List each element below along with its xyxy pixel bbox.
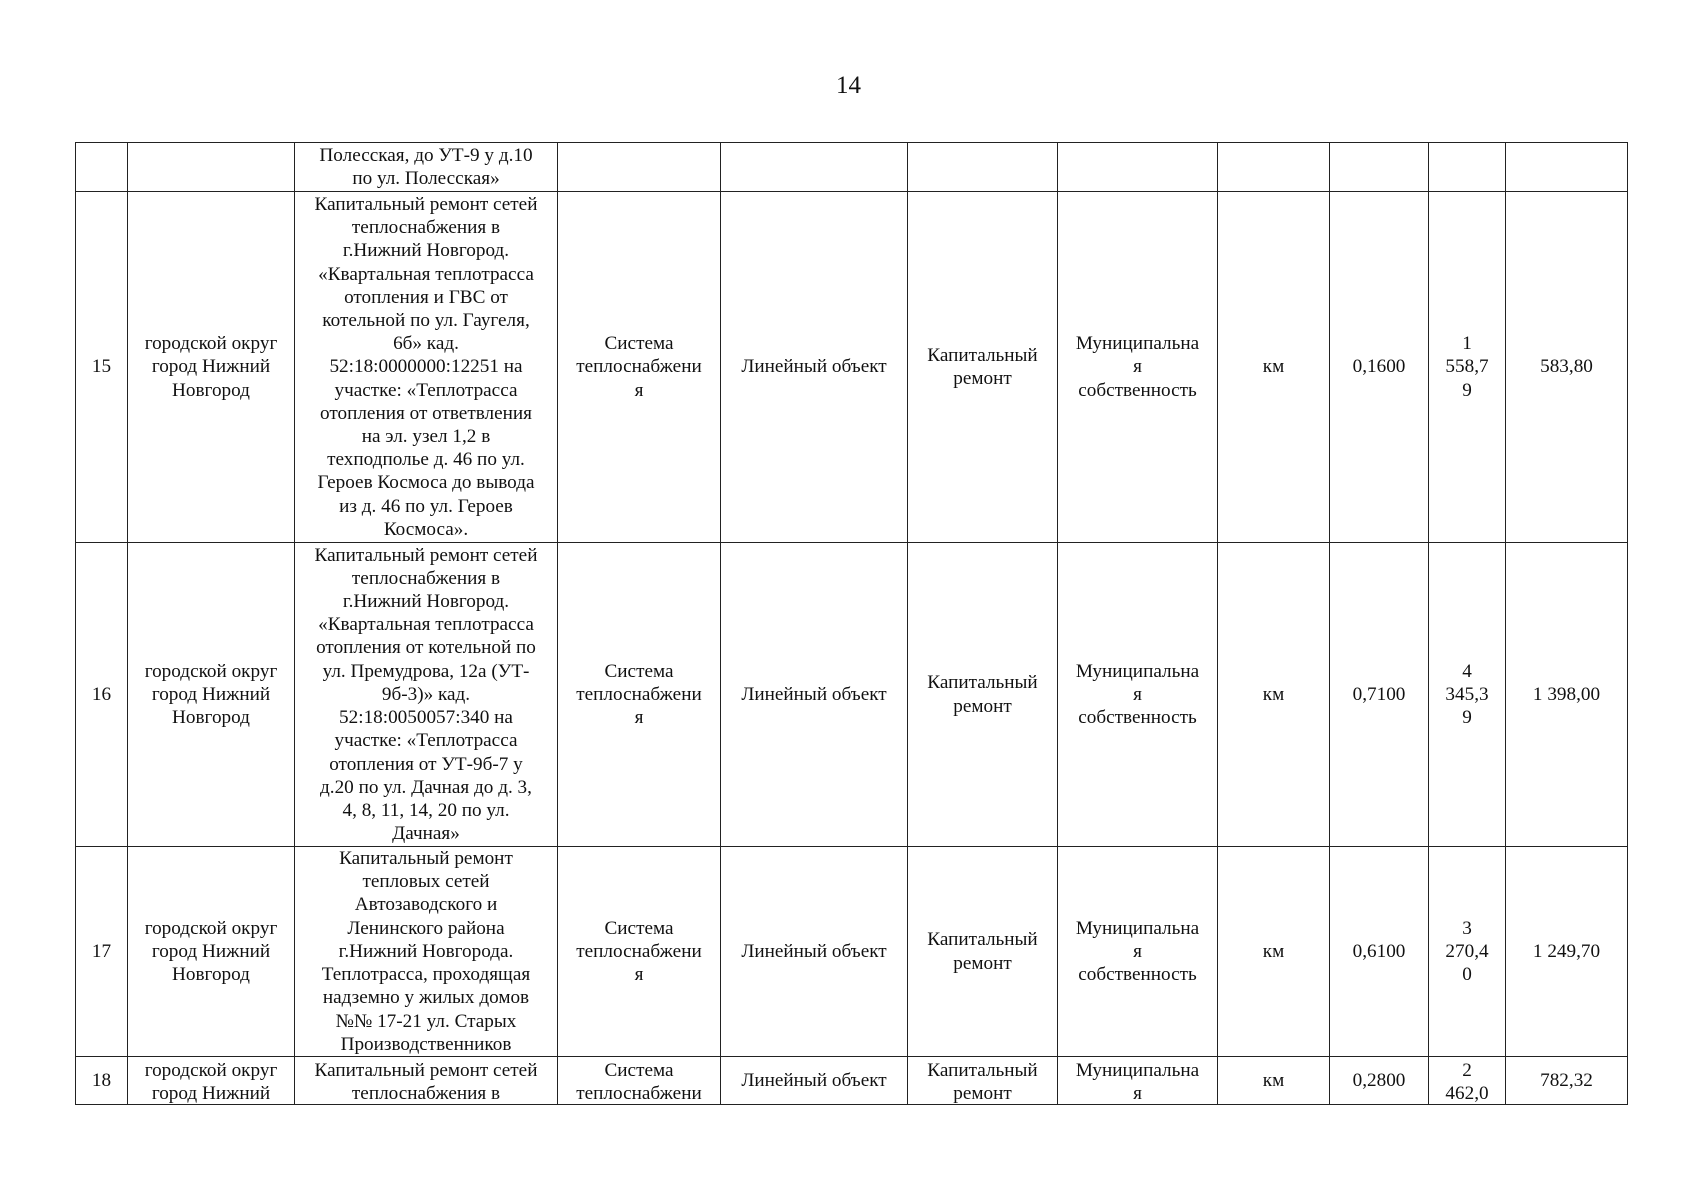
system-line: Система xyxy=(604,333,674,355)
value1-line: 462,0 xyxy=(1445,1082,1489,1103)
cell-unit: км xyxy=(1218,847,1330,1057)
cell-object-type: Линейный объект xyxy=(721,1057,908,1105)
cell-value1 xyxy=(1429,1057,1506,1105)
cell-description xyxy=(295,543,558,847)
cell-clip xyxy=(561,1059,717,1103)
description-line: 9б-3)» кад. xyxy=(381,683,471,705)
cell-description xyxy=(295,143,558,192)
municipality-line: городской округ xyxy=(144,1059,278,1081)
cell-system xyxy=(558,847,721,1057)
description-line: котельной по ул. Гаугеля, xyxy=(322,309,530,331)
description-line: отопления от УТ-9б-7 у xyxy=(329,753,523,775)
system-line: теплоснабжени xyxy=(576,683,702,705)
cell-num: 16 xyxy=(76,543,128,847)
cell-description xyxy=(295,847,558,1057)
cell-object-type: Линейный объект xyxy=(721,543,908,847)
system-line: я xyxy=(634,379,644,401)
cell-object-type: Линейный объект xyxy=(721,847,908,1057)
description-line: Ленинского района xyxy=(347,917,505,939)
cell-value2 xyxy=(1506,143,1628,192)
ownership-line: я xyxy=(1133,1082,1142,1103)
value1-line: 9 xyxy=(1462,707,1472,729)
cell-work-type xyxy=(908,192,1058,543)
cell-unit xyxy=(1218,143,1330,192)
ownership-line: я xyxy=(1133,683,1142,705)
description-line: г.Нижний Новгород. xyxy=(342,240,510,262)
ownership-line: Муниципальна xyxy=(1075,1059,1200,1081)
cell-municipality xyxy=(128,847,295,1057)
municipality-line: город Нижний xyxy=(151,940,271,962)
description-line: отопления и ГВС от xyxy=(344,286,508,308)
work-type-line: Капитальный xyxy=(927,344,1038,366)
ownership-line: Муниципальна xyxy=(1075,333,1200,355)
cell-description xyxy=(295,192,558,543)
cell-length: 0,6100 xyxy=(1330,847,1429,1057)
description-line: Автозаводского и xyxy=(354,894,498,916)
description-line: Капитальный ремонт xyxy=(339,848,513,870)
cell-system xyxy=(558,192,721,543)
municipality-line: город Нижний xyxy=(151,1082,271,1103)
value1-line: 2 xyxy=(1462,1059,1472,1081)
description-line: теплоснабжения в xyxy=(351,217,501,239)
cell-clip xyxy=(1432,1059,1502,1103)
table-row-partial xyxy=(76,1057,1628,1105)
system-line: Система xyxy=(604,1059,674,1081)
cell-unit: км xyxy=(1218,543,1330,847)
description-line: надземно у жилых домов xyxy=(322,987,530,1009)
cell-system xyxy=(558,143,721,192)
cell-municipality xyxy=(128,192,295,543)
description-line: 52:18:0050057:340 на xyxy=(339,707,513,729)
cell-length xyxy=(1330,143,1429,192)
cell-work-type xyxy=(908,143,1058,192)
cell-ownership xyxy=(1058,847,1218,1057)
work-type-line: Капитальный xyxy=(927,1059,1038,1081)
cell-num xyxy=(76,143,128,192)
description-line: Дачная» xyxy=(392,823,460,845)
table-row xyxy=(76,543,1628,847)
cell-value1 xyxy=(1429,143,1506,192)
work-type-line: ремонт xyxy=(953,952,1012,974)
cell-unit: км xyxy=(1218,1057,1330,1105)
description-line: ул. Премудрова, 12а (УТ- xyxy=(322,660,530,682)
cell-description xyxy=(295,1057,558,1105)
description-line: 52:18:0000000:12251 на xyxy=(329,356,523,378)
cell-value1 xyxy=(1429,192,1506,543)
table-row-continuation xyxy=(76,143,1628,192)
description-line: Капитальный ремонт сетей xyxy=(314,193,538,215)
cell-length: 0,2800 xyxy=(1330,1057,1429,1105)
municipality-line: город Нижний xyxy=(151,683,271,705)
description-line: тепловых сетей xyxy=(362,871,490,893)
cell-ownership xyxy=(1058,192,1218,543)
system-line: теплоснабжени xyxy=(576,940,702,962)
description-line: Полесская, до УТ-9 у д.10 xyxy=(319,144,533,166)
municipality-line: Новгород xyxy=(172,379,250,401)
system-line: теплоснабжени xyxy=(576,356,702,378)
cell-num: 15 xyxy=(76,192,128,543)
cell-value2: 1 398,00 xyxy=(1506,543,1628,847)
page-number: 14 xyxy=(836,72,861,99)
value1-line: 270,4 xyxy=(1445,940,1489,962)
ownership-line: собственность xyxy=(1078,379,1197,401)
ownership-line: я xyxy=(1133,356,1142,378)
cell-clip xyxy=(298,1059,554,1103)
description-line: «Квартальная теплотрасса xyxy=(318,614,534,636)
ownership-line: Муниципальна xyxy=(1075,660,1200,682)
cell-system xyxy=(558,543,721,847)
municipality-line: город Нижний xyxy=(151,356,271,378)
work-type-line: ремонт xyxy=(953,368,1012,389)
cell-num: 17 xyxy=(76,847,128,1057)
cell-object-type xyxy=(721,143,908,192)
cell-num: 18 xyxy=(76,1057,128,1105)
municipality-line: городской округ xyxy=(144,917,278,939)
description-line: теплоснабжения в xyxy=(351,567,501,589)
value1-line: 9 xyxy=(1462,379,1472,401)
system-line: я xyxy=(634,964,644,986)
system-line: теплоснабжени xyxy=(576,1082,702,1103)
work-type-line: Капитальный xyxy=(927,929,1038,951)
cell-clip xyxy=(1061,1059,1214,1103)
system-line: Система xyxy=(604,660,674,682)
value1-line: 3 xyxy=(1462,917,1472,939)
description-line: на эл. узел 1,2 в xyxy=(361,426,491,447)
municipality-line: Новгород xyxy=(172,707,250,729)
cell-value2: 782,32 xyxy=(1506,1057,1628,1105)
system-line: Система xyxy=(604,917,674,939)
description-line: «Квартальная теплотрасса xyxy=(318,263,534,285)
description-line: Космоса». xyxy=(383,518,469,540)
description-line: №№ 17-21 ул. Старых xyxy=(335,1010,517,1032)
work-type-line: ремонт xyxy=(953,695,1012,717)
description-line: Капитальный ремонт сетей xyxy=(314,1059,538,1081)
ownership-line: собственность xyxy=(1078,707,1197,729)
ownership-line: Муниципальна xyxy=(1075,917,1200,939)
value1-line: 0 xyxy=(1462,964,1472,986)
description-line: участке: «Теплотрасса xyxy=(334,730,518,752)
value1-line: 1 xyxy=(1462,333,1472,355)
description-line: участке: «Теплотрасса xyxy=(334,379,518,401)
table-row xyxy=(76,847,1628,1057)
work-type-line: ремонт xyxy=(953,1082,1012,1103)
value1-line: 4 xyxy=(1462,660,1472,682)
description-line: Производственников xyxy=(340,1033,512,1055)
municipality-line: Новгород xyxy=(172,964,250,986)
cell-work-type xyxy=(908,543,1058,847)
cell-municipality xyxy=(128,1057,295,1105)
cell-system xyxy=(558,1057,721,1105)
ownership-line: собственность xyxy=(1078,964,1197,986)
municipality-line: городской округ xyxy=(144,333,278,355)
cell-value1 xyxy=(1429,847,1506,1057)
cell-municipality xyxy=(128,143,295,192)
cell-length: 0,1600 xyxy=(1330,192,1429,543)
description-line: Теплотрасса, проходящая xyxy=(321,964,531,986)
description-line: Капитальный ремонт сетей xyxy=(314,544,538,566)
description-line: д.20 по ул. Дачная до д. 3, xyxy=(320,776,532,798)
description-line: отопления от котельной по xyxy=(316,637,536,659)
projects-table xyxy=(75,142,1628,1105)
system-line: я xyxy=(634,707,644,729)
description-line: Героев Космоса до вывода xyxy=(317,472,535,494)
cell-length: 0,7100 xyxy=(1330,543,1429,847)
value1-line: 345,3 xyxy=(1445,683,1489,705)
cell-municipality xyxy=(128,543,295,847)
value1-line: 558,7 xyxy=(1445,356,1489,378)
municipality-line: городской округ xyxy=(144,660,278,682)
work-type-line: Капитальный xyxy=(927,672,1038,694)
cell-work-type xyxy=(908,847,1058,1057)
description-line: теплоснабжения в xyxy=(351,1082,501,1103)
description-line: из д. 46 по ул. Героев xyxy=(339,495,513,517)
description-line: техподполье д. 46 по ул. xyxy=(327,449,525,471)
cell-ownership xyxy=(1058,1057,1218,1105)
description-line: 6б» кад. xyxy=(393,333,459,355)
cell-value2: 583,80 xyxy=(1506,192,1628,543)
cell-ownership xyxy=(1058,543,1218,847)
cell-clip xyxy=(911,1059,1054,1103)
description-line: по ул. Полесская» xyxy=(352,168,500,189)
description-line: 4, 8, 11, 14, 20 по ул. xyxy=(342,799,510,821)
table-row xyxy=(76,192,1628,543)
cell-value1 xyxy=(1429,543,1506,847)
cell-value2: 1 249,70 xyxy=(1506,847,1628,1057)
cell-work-type xyxy=(908,1057,1058,1105)
description-line: г.Нижний Новгород. xyxy=(342,591,510,613)
description-line: г.Нижний Новгорода. xyxy=(338,940,514,962)
cell-unit: км xyxy=(1218,192,1330,543)
cell-ownership xyxy=(1058,143,1218,192)
ownership-line: я xyxy=(1133,940,1142,962)
cell-object-type: Линейный объект xyxy=(721,192,908,543)
cell-clip xyxy=(131,1059,291,1103)
description-line: отопления от ответвления xyxy=(320,402,532,424)
